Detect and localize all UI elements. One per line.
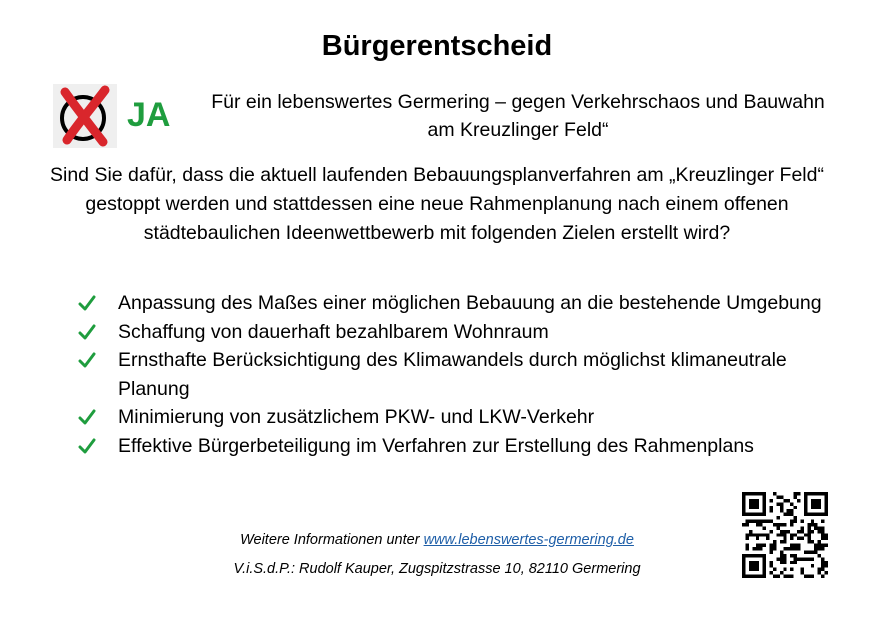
goal-item <box>78 289 848 318</box>
ballot-question: Sind Sie dafür, dass die aktuell laufenden Bebauungsplanverfahren am „Kreuzlinger Feld“ gestoppt werden und stattdessen eine neue Rahmenplanung nach einem offenen städtebaulichen Ideenwettbewerb mit folgenden Zielen erstellt wird? <box>50 164 824 244</box>
checkmark-icon <box>78 324 96 340</box>
checkmark-icon <box>78 438 96 454</box>
goal-text: Anpassung des Maßes einer möglichen Bebauung an die bestehende Umgebung <box>118 292 822 314</box>
campaign-subtitle: Für ein lebenswertes Germering – gegen Verkehrschaos und Bauwahn am Kreuzlinger Feld“ <box>211 91 825 141</box>
info-prefix: Weitere Informationen unter <box>240 532 424 548</box>
goal-text: Effektive Bürgerbeteiligung im Verfahren zur Erstellung des Rahmenplans <box>118 434 754 457</box>
goal-item <box>78 346 848 403</box>
cross-mark-in-circle-icon <box>53 84 117 148</box>
checkmark-icon <box>78 409 96 425</box>
goal-text: Ernsthafte Berücksichtigung des Klimawandels durch möglichst klimaneutrale Planung <box>118 349 787 400</box>
checkmark-icon <box>78 295 96 311</box>
qr-code-icon[interactable] <box>742 492 828 578</box>
page-title: Bürgerentscheid <box>321 30 553 62</box>
goal-item <box>78 432 848 461</box>
goals-list <box>78 289 848 460</box>
goal-text: Schaffung von dauerhaft bezahlbarem Wohnraum <box>118 320 549 343</box>
vote-label: JA <box>127 96 171 134</box>
goal-text: Minimierung von zusätzlichem PKW- und LKW-Verkehr <box>118 406 595 428</box>
checkmark-icon <box>78 352 96 368</box>
website-link[interactable]: www.lebenswertes-germering.de <box>423 532 634 548</box>
goal-item <box>78 403 848 432</box>
goal-item <box>78 318 848 347</box>
imprint-line: V.i.S.d.P.: Rudolf Kauper, Zugspitzstrasse 10, 82110 Germering <box>233 561 641 577</box>
